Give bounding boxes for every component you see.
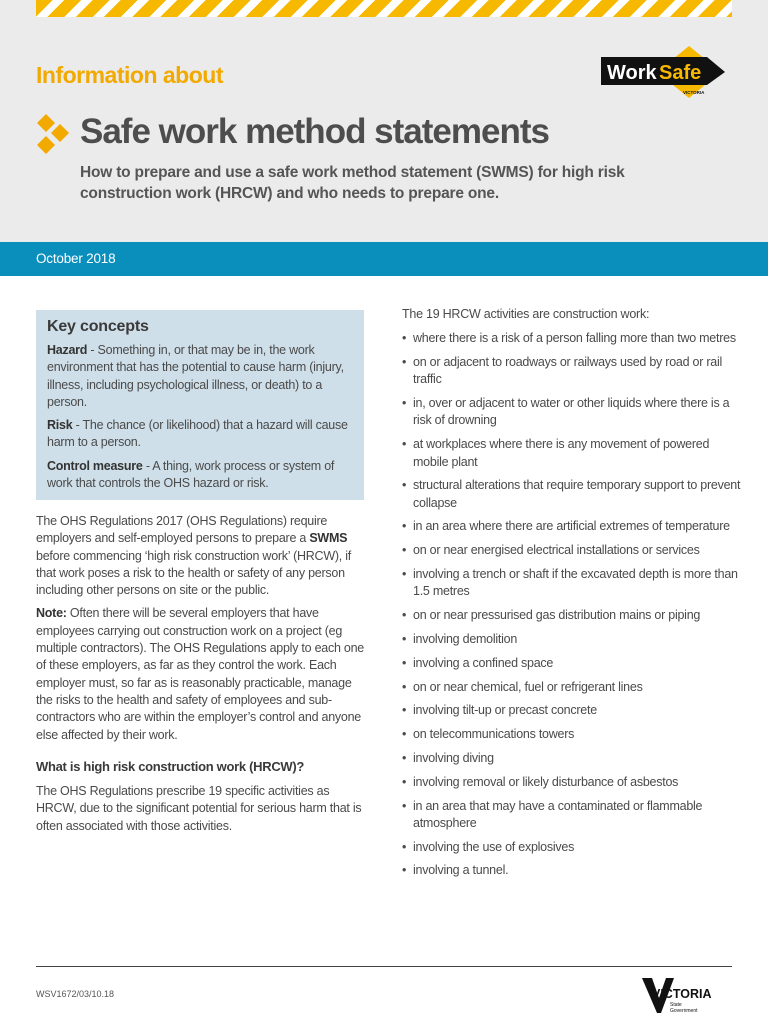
list-item: • involving a tunnel. [402,862,742,879]
logo-text-right: Safe [659,62,702,84]
hrcw-list-intro: The 19 HRCW activities are construction work: [402,307,650,321]
page-title: Safe work method statements [80,112,549,151]
list-item: • on or adjacent to roadways or railways used by road or rail traffic [402,354,742,389]
para-text: The OHS Regulations 2017 (OHS Regulations) require employers and self-employed persons to prepare a [36,514,328,546]
hrcw-heading: What is high risk construction work (HRCW)? [36,758,305,774]
hazard-stripe [36,0,732,17]
vic-logo-sub1: State [670,1002,682,1008]
key-concept-risk [47,417,353,452]
para-text: before commencing ‘high risk construction work’ (HRCW), if that work poses a risk to the health or safety of any person including other persons on site or the public. [36,548,351,598]
key-term: Hazard [47,343,88,357]
list-item: • on telecommunications towers [402,726,742,743]
swms-requirement-paragraph [36,513,366,599]
logo-text-left: Work [607,62,657,84]
list-item: • in an area that may have a contaminated or flammable atmosphere [402,798,742,833]
page-subtitle: How to prepare and use a safe work method statement (SWMS) for high risk construction work (HRCW) and who needs to prepare one. [80,164,625,202]
logo-sub: VICTORIA [683,90,705,95]
left-column [36,513,366,841]
list-item: • on or near pressurised gas distribution mains or piping [402,607,742,624]
key-definition: - A thing, work process or system of work that controls the OHS hazard or risk. [47,458,335,491]
list-item: • where there is a risk of a person falling more than two metres [402,330,742,347]
swms-bold: SWMS [309,531,348,546]
list-item: • involving the use of explosives [402,839,742,856]
list-item: • involving tilt-up or precast concrete [402,702,742,719]
list-item: • involving demolition [402,631,742,648]
list-item: • involving a trench or shaft if the excavated depth is more than 1.5 metres [402,566,742,601]
key-concepts-box [36,310,364,500]
list-item: • at workplaces where there is any movement of powered mobile plant [402,436,742,471]
list-item: • involving diving [402,750,742,767]
list-item: • in, over or adjacent to water or other liquids where there is a risk of drowning [402,395,742,430]
publication-date: October 2018 [36,251,116,266]
victoria-government-logo [640,976,720,1016]
key-concept-hazard [47,342,353,411]
note-paragraph [36,605,366,743]
list-item: • involving a confined space [402,655,742,672]
list-item: • on or near chemical, fuel or refrigerant lines [402,679,742,696]
key-term: Risk [47,418,73,433]
document-code: WSV1672/03/10.18 [36,989,115,999]
vic-logo-text: VICTORIA [652,987,712,1001]
key-definition: - Something in, or that may be in, the work environment that has the potential to cause harm (injury, illness, including psychological illness, or death) to a person. [47,343,344,409]
key-term: Control measure [47,458,143,473]
note-label: Note: [36,606,67,621]
key-definition: - The chance (or likelihood) that a hazard will cause harm to a person. [47,418,348,450]
worksafe-logo [601,44,733,100]
footer-divider [36,966,732,967]
list-item: • on or near energised electrical installations or services [402,542,742,559]
key-concepts-title: Key concepts [47,318,149,335]
vic-logo-sub2: Government [670,1008,698,1014]
info-about-heading: Information about [36,62,223,88]
note-text: Often there will be several employers that have employees carrying out construction work on a project (eg multiple contractors). The OHS Regulations apply to each one of these employers, as far as they control the work. Each employer must, so far as is reasonably practicable, manage the risks to the health and safety of employees and sub-contractors who are within the employer’s control and anyone else affected by their work. [36,606,365,742]
hrcw-activity-list [402,330,742,879]
key-concept-control-measure [47,458,353,493]
list-item: • structural alterations that require temporary support to prevent collapse [402,477,742,512]
hrcw-paragraph: The OHS Regulations prescribe 19 specific activities as HRCW, due to the significant potential for serious harm that is often associated with those activities. [36,784,362,833]
diamond-icon [36,113,70,155]
list-item: • involving removal or likely disturbance of asbestos [402,774,742,791]
right-column [402,306,742,886]
list-item: • in an area where there are artificial extremes of temperature [402,518,742,535]
